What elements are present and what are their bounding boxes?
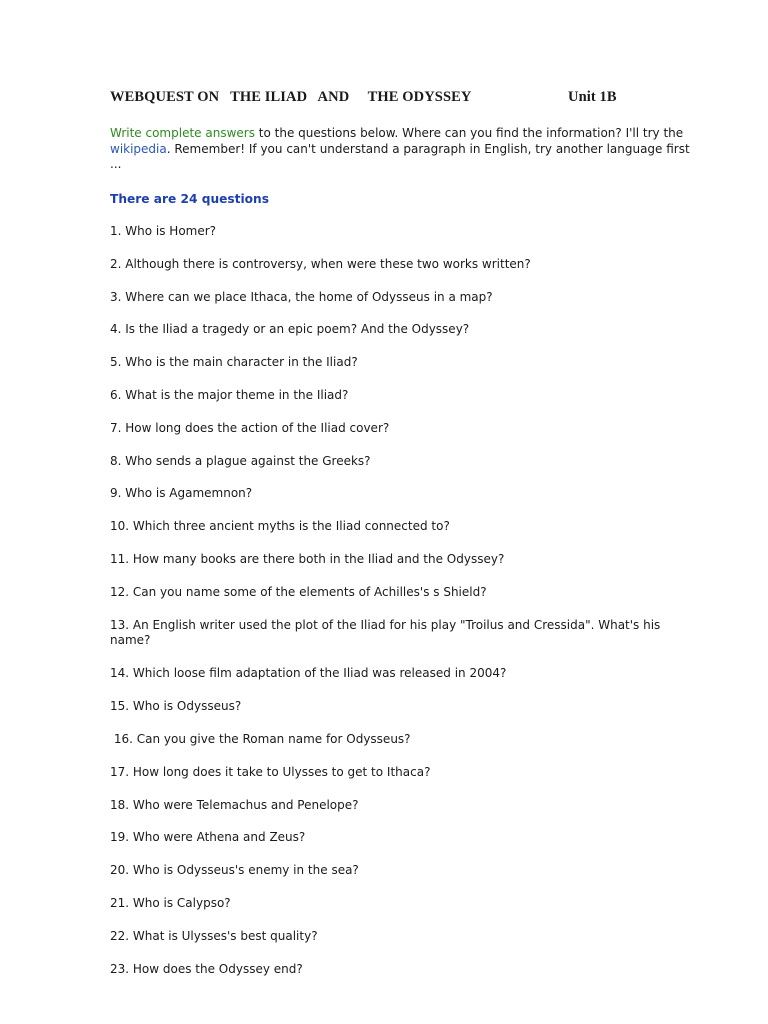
question-item: 14. Which loose film adaptation of the Iliad was released in 2004? bbox=[110, 666, 507, 681]
unit-label: Unit 1B bbox=[568, 89, 617, 105]
question-item: 3. Where can we place Ithaca, the home of Odysseus in a map? bbox=[110, 289, 493, 304]
title-text: WEBQUEST ON THE ILIAD AND THE ODYSSEY bbox=[110, 89, 472, 105]
question-item: 13. An English writer used the plot of the Iliad for his play "Troilus and Cressida". What's his name? bbox=[110, 617, 665, 648]
question-item: 6. What is the major theme in the Iliad? bbox=[110, 388, 349, 402]
question-item: 22. What is Ulysses's best quality? bbox=[110, 928, 318, 943]
intro-text-2: . Remember! If you can't understand a paragraph in English, try another language first ... bbox=[110, 141, 690, 171]
question-item: 16. Can you give the Roman name for Odysseus? bbox=[110, 732, 411, 746]
question-item: 8. Who sends a plague against the Greeks? bbox=[110, 453, 371, 468]
intro-lead: Write complete answers bbox=[110, 126, 255, 140]
question-item: 2. Although there is controversy, when were these two works written? bbox=[110, 256, 531, 271]
question-item: 21. Who is Calypso? bbox=[110, 896, 231, 910]
question-item: 9. Who is Agamemnon? bbox=[110, 486, 253, 501]
question-item: 4. Is the Iliad a tragedy or an epic poem? And the Odyssey? bbox=[110, 322, 470, 337]
intro-text-1: to the questions below. Where can you find the information? I'll try the bbox=[254, 126, 684, 140]
question-count: There are 24 questions bbox=[110, 191, 269, 206]
question-item: 11. How many books are there both in the Iliad and the Odyssey? bbox=[110, 552, 505, 566]
question-item: 10. Which three ancient myths is the Iliad connected to? bbox=[110, 519, 450, 534]
question-item: 17. How long does it take to Ulysses to get to Ithaca? bbox=[110, 764, 431, 779]
intro-paragraph bbox=[110, 126, 690, 173]
question-item: 20. Who is Odysseus's enemy in the sea? bbox=[110, 863, 359, 878]
question-item: 5. Who is the main character in the Iliad? bbox=[110, 355, 358, 370]
question-item: 1. Who is Homer? bbox=[110, 224, 217, 238]
wikipedia-link[interactable]: wikipedia bbox=[110, 141, 167, 156]
question-item: 18. Who were Telemachus and Penelope? bbox=[110, 797, 359, 812]
question-item: 12. Can you name some of the elements of Achilles's s Shield? bbox=[110, 584, 487, 599]
question-item: 19. Who were Athena and Zeus? bbox=[110, 830, 306, 845]
document-title bbox=[110, 88, 730, 106]
document-page bbox=[110, 88, 730, 976]
question-item: 23. How does the Odyssey end? bbox=[110, 961, 303, 976]
question-item: 7. How long does the action of the Iliad cover? bbox=[110, 420, 390, 435]
question-item: 15. Who is Odysseus? bbox=[110, 699, 242, 714]
